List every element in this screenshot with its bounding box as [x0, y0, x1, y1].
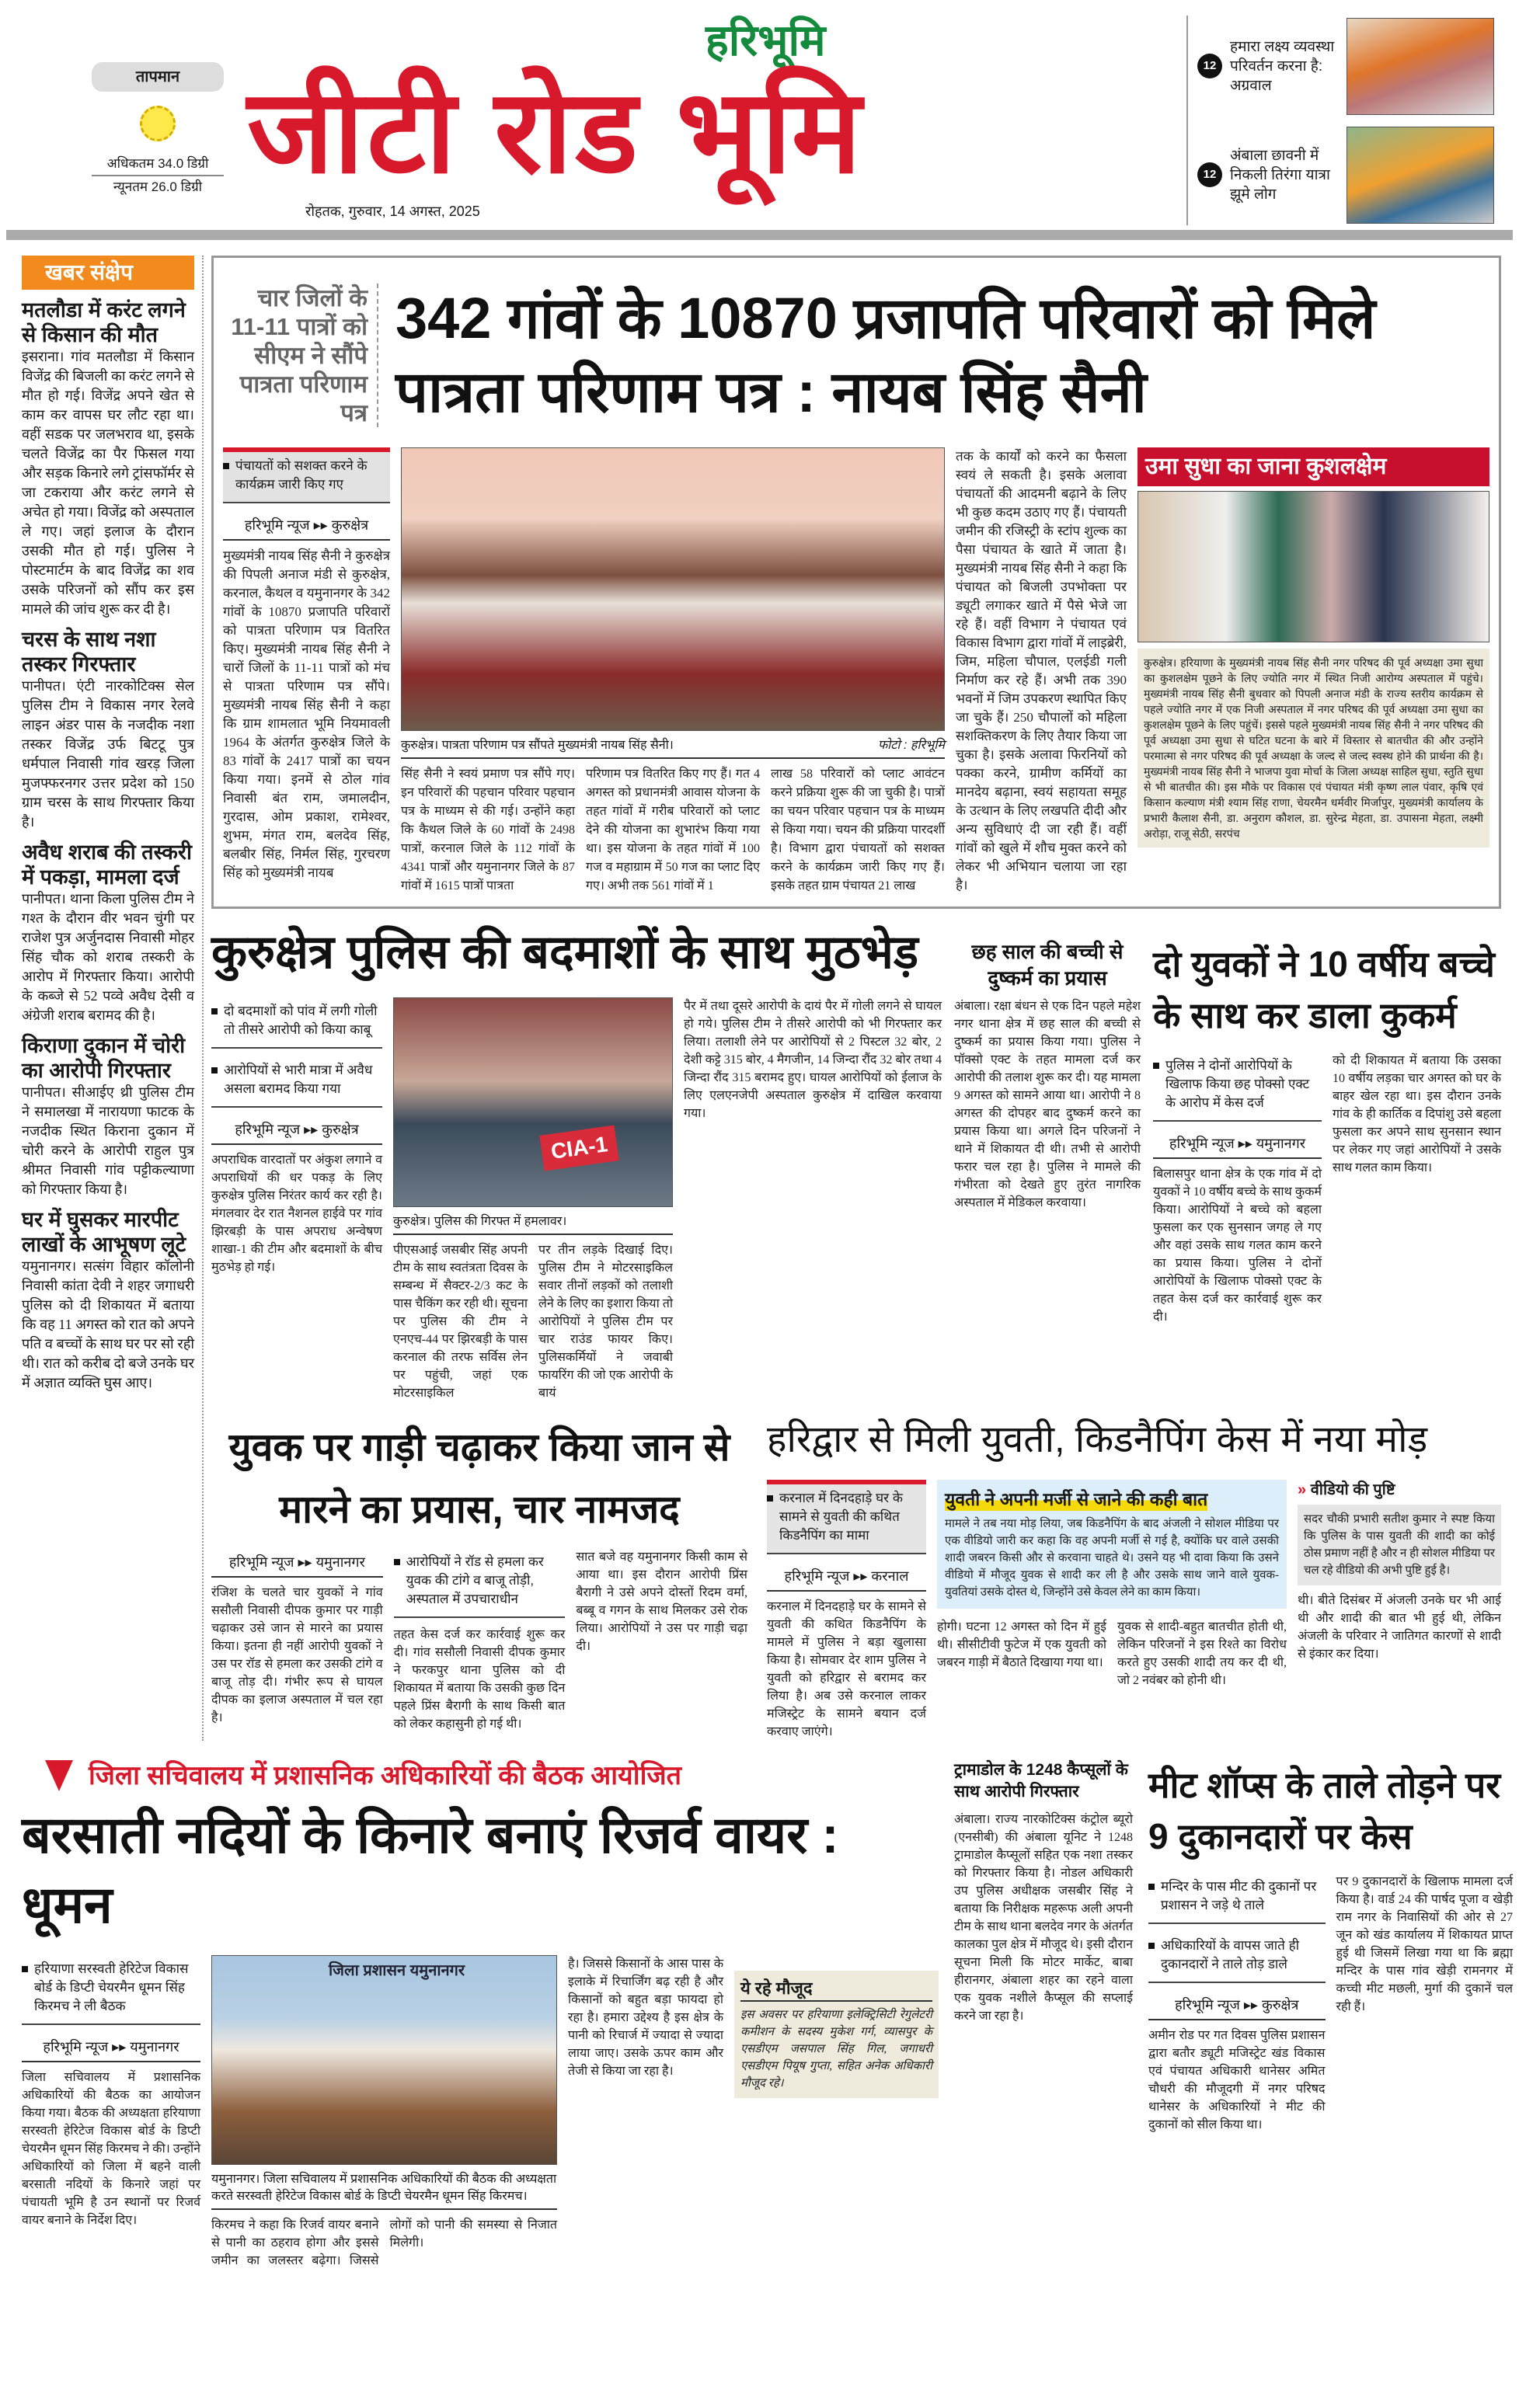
- brief-title: अवैध शराब की तस्करी में पकड़ा, मामला दर्ज: [22, 840, 192, 889]
- caption-text: कुरुक्षेत्र। पुलिस की गिरफ्त में हमलावर।: [393, 1215, 567, 1228]
- row-crime: [211, 923, 1501, 1402]
- lead-head: [223, 281, 1489, 429]
- haridwar-story: [767, 1416, 1501, 1741]
- lead-col: लाख 58 परिवारों को प्लाट आवंटन करने प्रक्रिया शुरू की जा चुकी है। पात्रों का चयन परिवार पहचान पत्र के माध्यम से किया गया। चयन की प्रक्रिया पारदर्शी है। विभाग द्वारा पंचायतों को सशक्त करने के कार्यक्रम जारी किए गए हैं। इसके तहत ग्राम पंचायत 21 लाख: [771, 767, 945, 893]
- masthead-block: [247, 16, 1163, 221]
- box-title: ये रहे मौजूद: [740, 1977, 932, 2002]
- lead-caption: [401, 734, 945, 759]
- brief-body: पानीपत। एंटी नारकोटिक्स सेल पुलिस टीम ने विकास नगर रेलवे लाइन अंडर पास के नजदीक नशा तस्कर विजेंद्र उर्फ बिटटू पुत्र धर्मपाल निवासी गांव खरड़ जिला मुजफ्फरनगर उत्तर प्रदेश को 150 ग्राम चरस के साथ गिरफ्तार किया है।: [22, 678, 194, 830]
- meat-col: पर 9 दुकानदारों के खिलाफ मामला दर्ज किया है। वार्ड 24 की पार्षद पूजा व खेड़ी राम नगर के निवासियों की ओर से 27 जून को खंड कार्यालय में शिकायत प्राप्त हुई थी जिसमें लिखा गया था कि ब्रह्मा मन्दिर के पास गांव खेड़ी रामनगर में कच्ची मीट मछली, मुर्गा की दुकानें चल रही हैं।: [1336, 1875, 1513, 2013]
- lead-bullet: पंचायतों को सशक्त करने के कार्यक्रम जारी किए गए: [223, 447, 390, 503]
- boys-byline: हरिभूमि न्यूज ▸▸ यमुनानगर: [1153, 1129, 1322, 1159]
- brief-body: यमुनानगर। सत्संग विहार कॉलोनी निवासी कांता देवी ने शहर जगाधरी पुलिस को दी शिकायत में बताया कि वह 11 अगस्त को रात को अपने पति व बच्चों के साथ घर पर सो रही थी। रात को करीब दो बजे उनके घर में अज्ञात व्यक्ति घुस आए।: [22, 1258, 194, 1390]
- vehicle-col: रंजिश के चलते चार युवकों ने गांव ससौली निवासी दीपक कुमार पर गाड़ी चढ़ाकर उसे जान से मारने का प्रयास किया। इतना ही नहीं आरोपी युवकों ने उस पर रॉड से हमला कर उसकी टांगे व बाजू तोड़ दी। गंभीर रूप से घायल दीपक का इलाज अस्पताल में चल रहा है।: [211, 1586, 383, 1724]
- meat-bullet: मन्दिर के पास मीट की दुकानों पर प्रशासन ने जड़े थे ताले: [1148, 1873, 1326, 1924]
- row-third: [211, 1416, 1501, 1741]
- haridwar-col: करनाल में दिनदहाड़े घर के सामने से युवती की कथित किडनैपिंग के मामले में पुलिस ने बड़ा खुलासा किया है। सोमवार देर शाम पुलिस ने युवती को हरिद्वार से बरामद कर लिया है। अब उसे करनाल लाकर मजिस्ट्रेट के सामने बयान दर्ज करवाए जाएंगे।: [767, 1600, 926, 1738]
- rivers-story: [22, 1759, 939, 2270]
- vehicle-col: तहत केस दर्ज कर कार्रवाई शुरू कर दी। गांव ससौली निवासी दीपक कुमार ने फरकपुर थाना पुलिस को दी शिकायत में बताया कि उसकी कुछ दिन पहले प्रिंस बैरागी के साथ किसी बात को लेकर कहासुनी हो गई थी।: [393, 1628, 566, 1731]
- boys-columns: [1153, 1052, 1501, 1326]
- sun-icon: [140, 106, 176, 141]
- police-story: [211, 923, 942, 1402]
- haridwar-box: [937, 1480, 1287, 1609]
- police-col: पैर में तथा दूसरे आरोपी के दायं पैर में गोली लगने से घायल हो गये। पुलिस टीम ने तीसरे आरोपी को भी गिरफ्तार कर लिया। तलाशी लेने पर आरोपियों से 2 पिस्टल 32 बोर, 2 देशी कट्टे 315 बोर, 4 मैगजीन, 14 जिन्दा रौंद 32 बोर तथा 4 जिन्दा रौंद 315 बरामद हुए। घायल आरोपियों को ईलाज के लिए एलएनजेपी अस्पताल कुरुक्षेत्र में दाखिल करवाया गया।: [684, 1000, 942, 1120]
- upper-body: [6, 256, 1513, 1741]
- teasers: [1186, 16, 1513, 225]
- uma-sudha-story: [1138, 447, 1489, 847]
- haridwar-side: [767, 1480, 926, 1741]
- meat-columns: [1148, 1873, 1513, 2134]
- meat-bullet: अधिकारियों के वापस जाते ही दुकानदारों ने ताले तोड़ डाले: [1148, 1932, 1326, 1983]
- meat-col: अमीन रोड पर गत दिवस पुलिस प्रशासन द्वारा बतौर ड्यूटी मजिस्ट्रेट खंड विकास एवं पंचायत अधिकारी थानेसर अमित चौधरी की मौजूदगी में नगर परिषद थानेसर के अधिकारियों ने मीट की दुकानों को सील किया था।: [1148, 2029, 1326, 2131]
- box-title: युवती ने अपनी मर्जी से जाने की कही बात: [945, 1489, 1208, 1509]
- meat-headline: मीट शॉप्स के ताले तोड़ने पर 9 दुकानदारों पर केस: [1148, 1765, 1501, 1856]
- brief-body: पानीपत। सीआईए थ्री पुलिस टीम ने समालखा में नारायणा फाटक के नजदीक स्थित किराना दुकान में चोरी करने के आरोपी राहुल पुत्र श्रीमत निवासी गांव पट्टीकल्याणा को गिरफ्तार किया है।: [22, 1084, 194, 1197]
- lead-kicker: चार जिलों के 11-11 पात्रों को सीएम ने सौंपे पात्रता परिणाम पत्र: [223, 284, 378, 427]
- rivers-kicker: [22, 1759, 939, 1792]
- page-badge: 12: [1197, 54, 1222, 78]
- brief-title: घर में घुसकर मारपीट लाखों के आभूषण लूटे: [22, 1208, 186, 1256]
- kicker-text: जिला सचिवालय में प्रशासनिक अधिकारियों की बैठक आयोजित: [89, 1761, 681, 1790]
- box-body: इस अवसर पर हरियाणा इलेक्ट्रिसिटी रेगुलेटरी कमीशन के सदस्य मुकेश गर्ग, व्यासपुर के एसडीएम जसपाल सिंह गिल, जगाधरी एसडीएम पियूष गुप्ता, सहित अनेक अधिकारी मौजूद रहे।: [740, 2009, 932, 2090]
- brief-title: किराणा दुकान में चोरी का आरोपी गिरफ्तार: [22, 1034, 186, 1082]
- boys-col: बिलासपुर थाना क्षेत्र के एक गांव में दो युवकों ने 10 वर्षीय बच्चे के साथ कुकर्म किया। आरोपियों ने बच्चे को बहला फुसला कर एक सुनसान जगह ले गए और वहां उसके साथ गलत काम करने का प्रयास किया। पुलिस ने दोनों आरोपियों के खिलाफ पोक्सो एक्ट के तहत केस दर्ज कर कार्रवाई शुरू कर दी।: [1153, 1167, 1322, 1324]
- brief-body: इसराना। गांव मतलौडा में किसान विजेंद्र की बिजली का करंट लगने से मौत हो गई। विजेंद्र अपने खेत से काम कर वापस घर लौट रहा था। वहीं सडक पर जलभराव था, इसके चलते विजेंद्र का पैर फिसल गया और सड़क किनारे लगे ट्रांसफॉर्मर से जा टकराया और करंट लगने से अचेत हो गया। विजेंद्र को अस्पताल ले गए। जहां इलाज के दौरान उसकी मौत हो गई। पुलिस ने पोस्टमार्टम के बाद विजेंद्र का शव उसके परिजनों को सौंप कर इस मामले की जांच शुरू कर दी है।: [22, 349, 194, 617]
- lead-body-columns: [401, 765, 945, 896]
- haridwar-col: युवक से शादी-बहुत बातचीत होती थी, लेकिन परिजनों ने इस रिश्ते का विरोध करते हुए उसकी शादी तय कर दी थी, जो 2 नवंबर को होनी थी।: [1117, 1620, 1287, 1687]
- brief-body: पानीपत। थाना किला पुलिस टीम ने गश्त के दौरान वीर भवन चुंगी पर राजेश पुत्र अर्जुनदास निवासी मोहर सिंह चौक को शराब तस्करी के आरोप में गिरफ्तार किया। आरोपी के कब्जे से 52 पव्वे अवैध देसी व अंग्रेजी शराब बरामद की है।: [22, 891, 194, 1023]
- lead-photo: [401, 447, 945, 731]
- teaser-text: हमारा लक्ष्य व्यवस्था परिवर्तन करना है: अग्रवाल: [1230, 38, 1335, 94]
- lead-story: [211, 256, 1501, 909]
- teaser-item[interactable]: [1197, 16, 1513, 117]
- rivers-col: किरमच ने कहा कि रिजर्व वायर बनाने से पानी का ठहराव होगा और इससे जमीन का जलस्तर बढ़ेगा। जिससे लोगों को पानी की समस्या से निजात मिलेगी।: [211, 2218, 557, 2267]
- police-bullet: दो बदमाशों को पांव में लगी गोली तो तीसरे आरोपी को किया काबू: [211, 997, 382, 1049]
- rivers-headline: बरसाती नदियों के किनारे बनाएं रिजर्व वायर : धूमन: [22, 1806, 839, 1933]
- weather-box: [92, 62, 224, 196]
- verify-title: » वीडियो की पुष्टि: [1298, 1481, 1395, 1498]
- vehicle-headline: युवक पर गाड़ी चढ़ाकर किया जान से मारने का प्रयास, चार नामजद: [228, 1425, 730, 1531]
- rivers-center: [211, 1955, 557, 2270]
- weather-label: तापमान: [92, 62, 224, 92]
- rivers-byline: हरिभूमि न्यूज ▸▸ यमुनानगर: [22, 2033, 200, 2062]
- box-body: मामले ने तब नया मोड़ लिया, जब किडनैपिंग के बाद अंजली ने सोशल मीडिया पर एक वीडियो जारी कर कहा कि वह अपनी मर्जी से गई है, क्योंकि घर वाले उसकी शादी जबरन किसी और से करवाना चाहते थे। उसने यह भी दावा किया कि उसने वीडियो में मौजूद युवक से शादी कर ली है और उसके साथ जाने वाले युवक-युवतियां उसके दोस्त थे, जिन्होंने उसे केवल लेने का काम किया।: [945, 1518, 1279, 1599]
- vehicle-story: [211, 1416, 747, 1733]
- vehicle-col: सात बजे वह यमुनानगर किसी काम से आया था। इस दौरान आरोपी प्रिंस बैरागी ने उसे अपने दोस्तों रिदम वर्मा, बब्बू व गगन के साथ मिलकर उसे रोक लिया। आरोपियों ने उस पर गाड़ी चढ़ा दी।: [576, 1550, 748, 1653]
- haridwar-headline: हरिद्वार से मिली युवती, किडनैपिंग केस में नया मोड़: [767, 1419, 1428, 1460]
- brief-title: चरस के साथ नशा तस्कर गिरफ्तार: [22, 628, 156, 676]
- meat-byline: हरिभूमि न्यूज ▸▸ कुरुक्षेत्र: [1148, 1991, 1326, 2020]
- lead-col: परिणाम पत्र वितरित किए गए हैं। गत 4 अगस्त को प्रधानमंत्री आवास योजना के तहत गांवों में गरीब परिवारों को प्लाट देने की योजना का शुभारंभ किया गया था। इस योजना के तहत गांवों में 100 गज व महाग्राम में 50 गज का प्लाट दिए गए। अभी तक 561 गांवों में 1: [586, 767, 760, 893]
- brief-label: खबर संक्षेप: [22, 256, 194, 290]
- vehicle-bullet: आरोपियों ने रॉड से हमला कर युवक की टांगे व बाजू तोड़ी, अस्पताल में उपचाराधीन: [394, 1548, 566, 1618]
- boys-story: [1153, 923, 1501, 1326]
- masthead-area: [6, 0, 1513, 225]
- rivers-bullet: हरियाणा सरस्वती हेरिटेज विकास बोर्ड के डिप्टी चेयरमैन धूमन सिंह किरमच ने ली बैठक: [22, 1955, 200, 2025]
- vehicle-byline: हरिभूमि न्यूज ▸▸ यमुनानगर: [211, 1548, 383, 1578]
- dateline: रोहतक, गुरुवार, 14 अगस्त, 2025: [305, 204, 480, 219]
- page-badge: 12: [1197, 162, 1222, 187]
- lead-side-column: [223, 447, 390, 882]
- photo-credit: फोटो : हरिभूमि: [877, 739, 945, 752]
- lead-center: [401, 447, 945, 896]
- teaser-item[interactable]: [1197, 124, 1513, 225]
- police-body-row: [211, 997, 942, 1402]
- caption-text: कुरुक्षेत्र। पात्रता परिणाम पत्र सौंपते मुख्यमंत्री नायब सिंह सैनी।: [401, 739, 674, 752]
- masthead-title: जीटी रोड भूमि: [247, 66, 865, 197]
- police-side: [211, 997, 382, 1276]
- brief-title: मतलौडा में करंट लगने से किसान की मौत: [22, 298, 186, 346]
- news-brief-column: [22, 256, 194, 1393]
- caption-text: यमुनानगर। जिला सचिवालय में प्रशासनिक अधिकारियों की बैठक की अध्यक्षता करते सरस्वती हेरिटेज विकास बोर्ड के डिप्टी चेयरमैन धूमन सिंह किरमच।: [211, 2173, 557, 2203]
- police-photo: [393, 997, 673, 1207]
- police-caption: [393, 1210, 673, 1235]
- tramadol-story: [954, 1759, 1133, 2025]
- police-col: पीएसआई जसबीर सिंह अपनी टीम के साथ स्वतंत्रता दिवस के सम्बन्ध में सैक्टर-2/3 कट के पास चैकिंग कर रही थी। सूचना पर पुलिस की टीम ने एनएच-44 पर झिरबड़ी के पास करनाल की तरफ सर्विस लेन पर पहुंची, जहां एक मोटरसाइकिल: [393, 1244, 528, 1400]
- verify-body: सदर चौकी प्रभारी सतीश कुमार ने स्पष्ट किया कि पुलिस के पास युवती की शादी का कोई ठोस प्रमाण नहीं है और न ही सोशल मीडिया पर चल रहे वीडियो की अभी पुष्टि हुई है।: [1298, 1505, 1501, 1585]
- main-stack: [211, 256, 1501, 1741]
- rivers-side: [22, 1955, 200, 2229]
- vehicle-columns: [211, 1548, 747, 1733]
- haridwar-body-row: [767, 1480, 1501, 1741]
- child-story: [954, 923, 1141, 1212]
- header-rule: [6, 230, 1513, 240]
- haridwar-col: थी। बीते दिसंबर में अंजली उनके घर भी आई थी और शादी की बात भी हुई थी, लेकिन अंजली के परिवार ने जातिगत कारणों से शादी से इंकार कर दिया।: [1298, 1594, 1501, 1661]
- lead-body-row: [223, 447, 1489, 896]
- haridwar-bullet: करनाल में दिनदहाड़े घर के सामने से युवती की कथित किडनैपिंग का मामा: [767, 1480, 926, 1554]
- rivers-col: है। जिससे किसानों के आस पास के इलाके में रिचार्जिंग बढ़ रही है और किसानों को बहुत बड़ा फायदा हो रहा है। हमारा उद्देश्य है इस क्षेत्र के पानी को रिचार्ज में ज्यादा से ज्यादा लाया जाए। उसके ऊपर काम और तेजी से किया जा रहा है।: [568, 1957, 723, 2078]
- lead-right-column: तक के कार्यों को करने का फैसला स्वयं ले सकती है। इसके अलावा पंचायतों की आदमनी बढ़ाने के लिए भी कुछ कदम उठाए गए हैं। पंचायती जमीन की रजिस्ट्री के स्टांप शुल्क का पैसा पंचायत के खाते में जाता है। मुख्यमंत्री नायब सिंह सैनी ने कहा कि पंचायत को बिजली उपभोक्ता पर ड्यूटी लगाकर खाते में पैसे भेजे जा रहे हैं। वहीं विभाग ने पंचायत एवं विकास विभाग द्वारा गांवों में लाइब्रेरी, जिम, महिला चौपाल, एलईडी गली निर्माण कर रहे हैं। अभी तक 390 भवनों में जिम उपकरण स्थापित किए जा चुके हैं। 250 चौपालों को महिला सशक्तिकरण के लिए तैयार किया जा चुका है। इसके अलावा फिरनियों को पक्का करने, ग्रामीण कर्मियों का मानदेय बढ़ाना, स्वयं सहायता समूह के उत्थान के लिए लखपति दीदी और अन्य सुविधाएं दी जा रही हैं। वहीं गांवों को खुले में शौच मुक्त करने को लेकर भी अभियान चलाया जा रहा है।: [956, 449, 1127, 893]
- lead-headline: 342 गांवों के 10870 प्रजापति परिवारों को मिले पात्रता परिणाम पत्र : नायब सिंह सैनी: [395, 286, 1376, 424]
- police-col: पर तीन लड़के दिखाई दिए। पुलिस टीम ने मोटरसाइकिल सवार तीनों लड़कों को तलाशी लेने के लिए का इशारा किया तो आरोपियों ने पुलिस टीम पर चार राउंड फायर किए। पुलिसकर्मियों ने जवाबी फायरिंग की जो एक आरोपी के बायं: [538, 1244, 673, 1400]
- photo-sign: जिला प्रशासन यमुनानगर: [329, 1962, 465, 1979]
- verify-title-text: वीडियो की पुष्टि: [1310, 1481, 1395, 1498]
- tramadol-body: अंबाला। राज्य नारकोटिक्स कंट्रोल ब्यूरो (एनसीबी) की अंबाला यूनिट ने 1248 ट्रामाडोल कैप्सूलों सहित एक नशा तस्कर को गिरफ्तार किया है। नोडल अधिकारी उप पुलिस अधीक्षक जसबीर सिंह ने बताया कि निरीक्षक महरूफ अली अपनी टीम के साथ थाना बलदेव नगर के अंतर्गत कालका पुल क्षेत्र में मौजूद थे। इसी दौरान सूचना मिली कि मोटर मार्केट, बाबा हीरानगर, अंबाला शहर का रहने वाला एक युवक नशीले कैप्सूल की सप्लाई करने जा रहा है।: [954, 1813, 1133, 2023]
- police-headline: कुरुक्षेत्र पुलिस की बदमाशों के साथ मुठभेड़: [211, 926, 919, 978]
- haridwar-center: [937, 1480, 1287, 1689]
- cia-sign: CIA-1: [539, 1125, 619, 1171]
- police-body: अपराधिक वारदातों पर अंकुश लगाने व अपराधियों की धर पकड़ के लिए कुरुक्षेत्र पुलिस निरंतर कार्य कर रही है। मंगलवार देर रात नैशनल हाईवे पर गांव झिरबड़ी के पास अपराध अन्वेषण शाखा-1 की टीम और बदमाशों के बीच मुठभेड़ हो गई।: [211, 1154, 382, 1274]
- uma-headline: उमा सुधा का जाना कुशलक्षेम: [1138, 447, 1489, 486]
- present-box: [734, 1971, 939, 2098]
- teaser-photo: [1347, 127, 1494, 224]
- police-center: [393, 997, 673, 1402]
- police-columns: [393, 1241, 673, 1402]
- tramadol-headline: ट्रामाडोल के 1248 कैप्सूलों के साथ आरोपी गिरफ्तार: [954, 1761, 1128, 1801]
- min-temp: न्यूनतम 26.0 डिग्री: [113, 179, 203, 194]
- haridwar-byline: हरिभूमि न्यूज ▸▸ करनाल: [767, 1562, 926, 1592]
- verify-box: [1298, 1480, 1501, 1663]
- uma-photo: [1138, 491, 1489, 642]
- lead-col: सिंह सैनी ने स्वयं प्रमाण पत्र सौंपे गए। इन परिवारों की पहचान परिवार पहचान पत्र के माध्यम से की गई। उन्होंने कहा कि कैथल जिले के 60 गांवों के 2498 पात्रों, करनाल जिले के 112 गांवों के 4341 पात्रों और यमुनानगर जिले के 87 गांवों में 1615 पात्रों पात्रता: [401, 767, 575, 893]
- brand-logo: हरिभूमि: [705, 16, 826, 64]
- meat-story: [1148, 1759, 1513, 2134]
- boys-headline: दो युवकों ने 10 वर्षीय बच्चे के साथ कर डाला कुकर्म: [1153, 944, 1496, 1035]
- child-body: अंबाला। रक्षा बंधन से एक दिन पहले महेश नगर थाना क्षेत्र में छह साल की बच्ची से दुष्कर्म का प्रयास किया गया। पुलिस ने पॉक्सो एक्ट के तहत मामला दर्ज कर आरोपी की तलाश शुरू कर दी। यह मामला 9 अगस्त को सामने आया था। आरोपी ने 8 अगस्त की दोपहर बाद दुष्कर्म करने का प्रयास किया था। अगले दिन परिजनों ने थाने में शिकायत दी थी। तभी से आरोपी फरार चल रहा है। पुलिस ने मामले की गंभीरता को देखते हुए तुरंत नागरिक अस्पताल में मेडिकल करवाया।: [954, 1000, 1141, 1209]
- haridwar-col: होगी। घटना 12 अगस्त को दिन में हुई थी। सीसीटीवी फुटेज में एक युवती को जबरन गाड़ी में बैठाते दिखाया गया था।: [937, 1620, 1106, 1669]
- column-divider: [202, 256, 204, 1741]
- chevron-down-icon: [45, 1760, 73, 1791]
- bottom-row: [6, 1759, 1513, 2270]
- boys-col: को दी शिकायत में बताया कि उसका 10 वर्षीय लड़का चार अगस्त को घर के बाहर खेल रहा था। इस दौरान उनके गांव के ही कार्तिक व दिपांशु उसे बहला फुसला कर अपने साथ सुनसान स्थान पर लेकर गए जहां आरोपियों ने उसके साथ गलत काम किया।: [1333, 1054, 1501, 1174]
- rivers-body-row: [22, 1955, 939, 2270]
- police-bullet: आरोपियों से भारी मात्रा में अवैध असला बरामद किया गया: [211, 1056, 382, 1108]
- boys-bullet: पुलिस ने दोनों आरोपियों के खिलाफ किया छह पोक्सो एक्ट के आरोप में केस दर्ज: [1153, 1052, 1322, 1122]
- lead-body: मुख्यमंत्री नायब सिंह सैनी ने कुरुक्षेत्र की पिपली अनाज मंडी से कुरुक्षेत्र, करनाल, कैथल व यमुनानगर के 342 गांवों के 10870 प्रजापति परिवारों को पात्रता परिणाम पत्र वितरित किए। मुख्यमंत्री नायब सिंह सैनी ने चारों जिलों के 11-11 पात्रों को मंच से पात्रता परिणाम पत्र सौंपे। मुख्यमंत्री नायब सिंह सैनी ने कहा कि ग्राम शामलात भूमि नियमावली 1964 के अंतर्गत कुरुक्षेत्र जिले के 83 गांवों के 2417 पात्रों का चयन किया गया। इनमें से ठोल गांव निवासी बंत राम, जमालदीन, गुरदास, ओम प्रकाश, रामेश्वर, शुभम, मंगत राम, बलदेव सिंह, बलबीर सिंह, निर्मल सिंह, गुरचरण सिंह को मुख्यमंत्री नायब: [223, 548, 390, 880]
- haridwar-columns: [937, 1618, 1287, 1689]
- rivers-caption: [211, 2168, 557, 2210]
- rivers-photo: [211, 1955, 557, 2165]
- teaser-text: अंबाला छावनी में निकली तिरंगा यात्रा झूमे लोग: [1230, 147, 1330, 203]
- max-temp: अधिकतम 34.0 डिग्री: [92, 155, 224, 176]
- rivers-col: जिला सचिवालय में प्रशासनिक अधिकारियों की बैठक का आयोजन किया गया। बैठक की अध्यक्षता हरियाणा सरस्वती हेरिटेज विकास बोर्ड के डिप्टी चेयरमैन धूमन सिंह किरमच ने की। उन्होंने अधिकारियों को जिला में बहने वाली बरसाती नदियों के किनारे जहां पर पंचायती भूमि है उन स्थानों पर रिजर्व वायर बनाने के निर्देश दिए।: [22, 2071, 200, 2227]
- teaser-photo: [1347, 18, 1494, 115]
- child-headline: छह साल की बच्ची से दुष्कर्म का प्रयास: [971, 940, 1124, 990]
- lead-byline: हरिभूमि न्यूज ▸▸ कुरुक्षेत्र: [223, 511, 390, 541]
- uma-body: कुरुक्षेत्र। हरियाणा के मुख्यमंत्री नायब सिंह सैनी नगर परिषद की पूर्व अध्यक्षा उमा सुधा का कुशलक्षेम पूछने के लिए ज्योति नगर में स्थित निजी आरोग्य अस्पताल में पहुंचे। मुख्यमंत्री नायब सिंह सैनी बुधवार को पिपली अनाज मंडी के राज्य स्तरीय कार्यक्रम से पहले ज्योति नगर में एक निजी अस्पताल में नगर परिषद की पूर्व अध्यक्षा उमा सुधा का कुशलक्षेम पूछने के लिए पहुंचें। इससे पहले मुख्यमंत्री नायब सिंह सैनी ने नगर परिषद की पूर्व अध्यक्षा उमा सुधा से घटित घटना के बारे में विस्तार से बातचीत की और उन्होंने परमात्मा से नगर परिषद की पूर्व अध्यक्षा के जल्द से जल्द स्वस्थ होने की प्रार्थना की है। मुख्यमंत्री नायब सिंह सैनी ने भाजपा युवा मोर्चा के जिला अध्यक्ष साहिल सुधा, स्तुति सुधा से भी बातचीत की। इस मौके पर विकास एवं पंचायत मंत्री कृष्ण लाल पंवार, कृषि एवं किसान कल्याण मंत्री श्याम सिंह राणा, चेयरमैन धर्मवीर मिर्जापुर, मुख्यमंत्री कार्यालय के प्रभारी कैलाश सैनी, डा. अनुराग कौशल, डा. सुरेन्द्र मेहता, डा. उपासना मेहता, लक्ष्मी अरोड़ा, राजू सेठी, सरपंच: [1138, 649, 1489, 847]
- police-byline: हरिभूमि न्यूज ▸▸ कुरुक्षेत्र: [211, 1115, 382, 1145]
